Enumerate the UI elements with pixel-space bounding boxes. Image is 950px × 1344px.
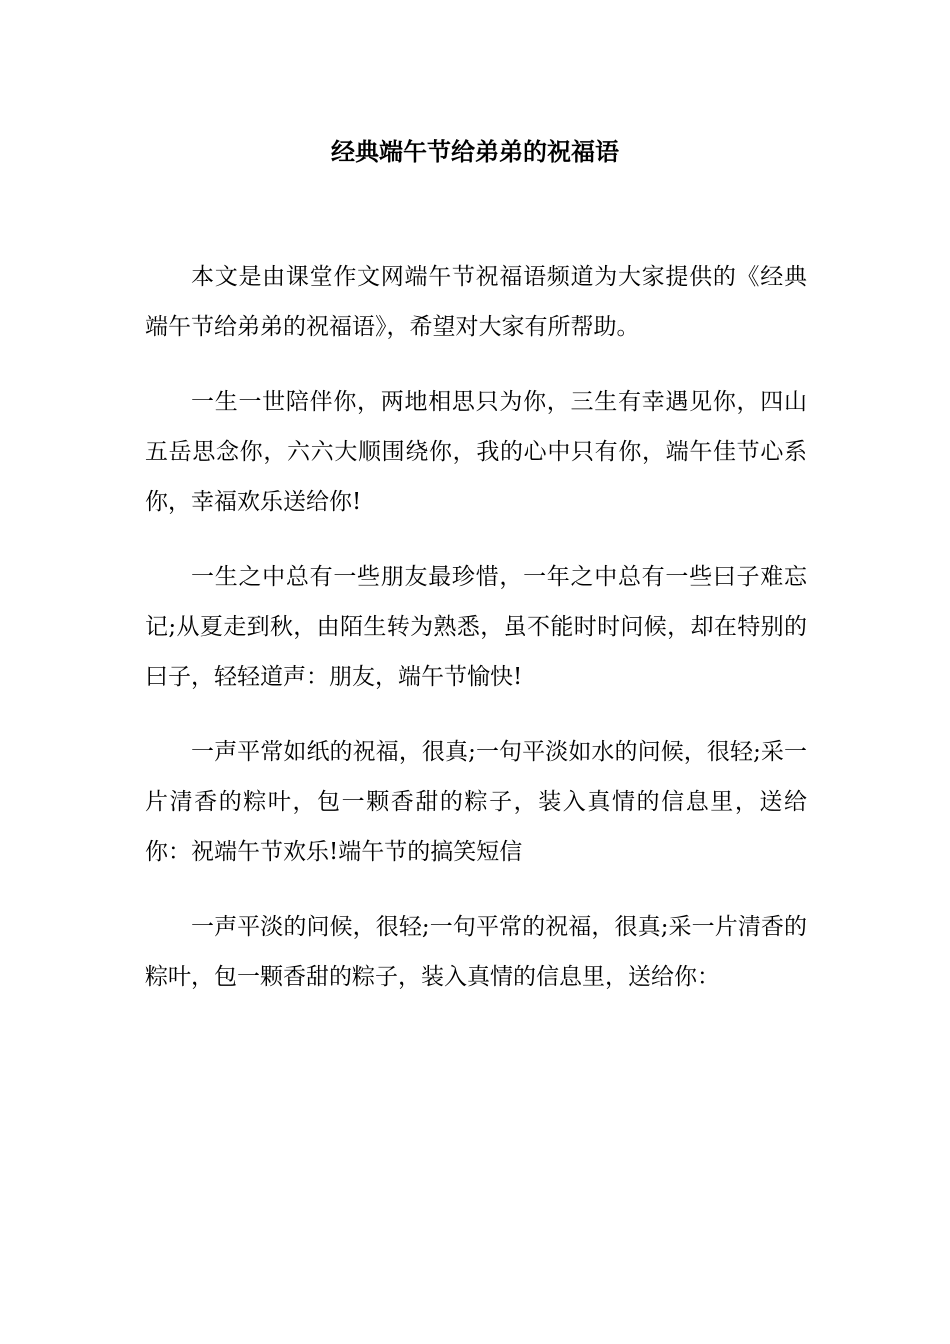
paragraph-blessing-2: 一生之中总有一些朋友最珍惜，一年之中总有一些曰子难忘记;从夏走到秋，由陌生转为熟悉，虽不能时时问候，却在特别的曰子，轻轻道声：朋友，端午节愉快! xyxy=(145,564,807,690)
document-body xyxy=(145,252,807,1027)
paragraph-blessing-4: 一声平淡的问候，很轻;一句平常的祝福，很真;采一片清香的粽叶，包一颗香甜的粽子，装入真情的信息里，送给你： xyxy=(145,914,807,990)
document-title: 经典端午节给弟弟的祝福语 xyxy=(331,138,619,166)
paragraph-intro: 本文是由课堂作文网端午节祝福语频道为大家提供的《经典端午节给弟弟的祝福语》，希望对大家有所帮助。 xyxy=(145,264,807,340)
paragraph-blessing-1: 一生一世陪伴你，两地相思只为你，三生有幸遇见你，四山五岳思念你，六六大顺围绕你，我的心中只有你，端午佳节心系你，幸福欢乐送给你! xyxy=(145,389,807,515)
paragraph-blessing-3: 一声平常如纸的祝福，很真;一句平淡如水的问候，很轻;采一片清香的粽叶，包一颗香甜的粽子，装入真情的信息里，送给你：祝端午节欢乐!端午节的搞笑短信 xyxy=(145,739,807,865)
